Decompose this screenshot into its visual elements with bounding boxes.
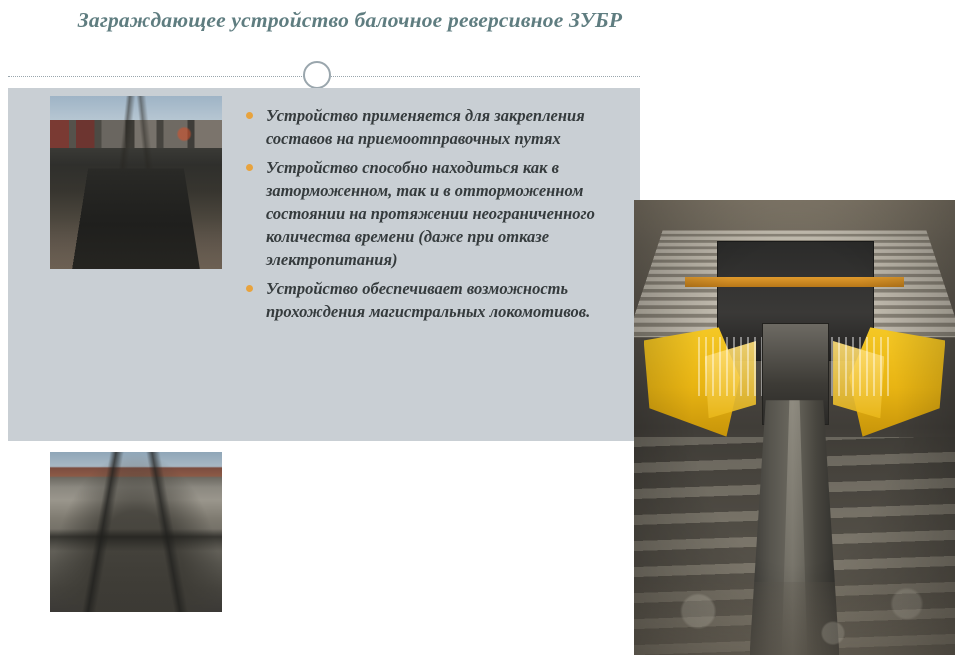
device-image-vignette — [634, 200, 955, 655]
railway-track-closeup-overlay — [50, 452, 222, 612]
list-item — [242, 277, 620, 323]
bullet-list — [242, 104, 620, 329]
railway-track-closeup-image — [50, 452, 222, 612]
page-title: Заграждающее устройство балочное реверсивное ЗУБР — [77, 8, 623, 32]
slide-header — [0, 0, 955, 88]
photo-column — [50, 96, 222, 439]
bullet-dot-icon — [246, 112, 253, 119]
list-item — [242, 104, 620, 150]
list-item-text: Устройство применяется для закрепления составов на приемоотправочных путях — [266, 106, 585, 148]
bullet-dot-icon — [246, 164, 253, 171]
content-panel — [8, 88, 640, 441]
list-item — [242, 156, 620, 271]
railway-yard-image-overlay — [50, 96, 222, 269]
railway-yard-image — [50, 96, 222, 269]
list-item-text: Устройство способно находиться как в заторможенном, так и в отторможенном состоянии на протяжении неограниченного количества времени (даже при отказе электропитания) — [266, 158, 595, 269]
zubr-device-image — [634, 200, 955, 655]
list-item-text: Устройство обеспечивает возможность прохождения магистральных локомотивов. — [266, 279, 591, 321]
bullet-dot-icon — [246, 285, 253, 292]
header-circle-ornament — [303, 61, 331, 89]
